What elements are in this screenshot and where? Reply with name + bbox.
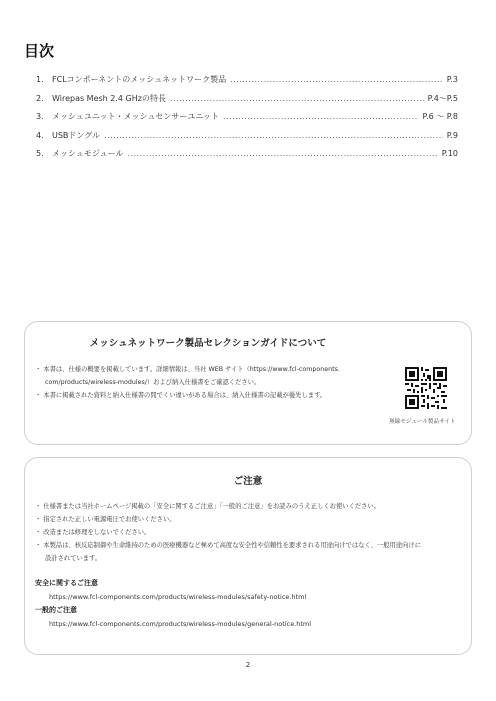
toc-leader <box>128 149 438 158</box>
toc-leader <box>104 131 443 140</box>
toc-item[interactable] <box>36 74 458 93</box>
toc-label: FCLコンポーネントのメッシュネットワーク製品 <box>52 75 227 84</box>
safety-notice-link[interactable]: https://www.fcl-components.com/products/wireless-modules/safety-notice.html <box>49 593 307 601</box>
toc-number: 1. <box>36 75 44 84</box>
page-number: 2 <box>245 661 251 669</box>
table-of-contents <box>36 74 458 167</box>
toc-number: 4. <box>36 130 44 140</box>
qr-code[interactable] <box>405 367 447 409</box>
toc-label: USBドングル <box>52 130 101 140</box>
notice-item: ・ 指定された正しい電源電圧でお使いください。 <box>35 516 176 523</box>
toc-label: メッシュユニット・メッシュセンサーユニット <box>52 112 220 121</box>
toc-leader <box>230 75 443 84</box>
toc-item[interactable] <box>36 130 458 149</box>
notice-item: ・ 仕様書または当社ホームページ掲載の「安全に関するご注意」「一般的ご注意」をお読みのうえ正しくお使いください。 <box>35 503 381 510</box>
toc-page: P.10 <box>441 149 458 158</box>
toc-page: P.9 <box>446 130 458 140</box>
notice-item: ・ 改造または修理をしないでください。 <box>35 529 151 536</box>
toc-page: P.3 <box>446 75 458 84</box>
qr-caption: 無線モジュール製品サイト <box>389 419 456 425</box>
selection-guide-notes <box>35 363 385 402</box>
toc-label: メッシュモジュール <box>52 149 124 158</box>
safety-notice-heading: 安全に関するご注意 <box>35 579 98 587</box>
toc-item[interactable] <box>36 111 458 130</box>
toc-label: Wirepas Mesh 2.4 GHzの特長 <box>52 93 166 103</box>
guide-note: ・ 本書に掲載された資料と納入仕様書の間でくい違いがある場合は、納入仕様書の記載が優先します。 <box>35 392 327 399</box>
guide-note-continued: com/products/wireless-modules/）および納入仕様書をご確認ください。 <box>45 379 261 386</box>
toc-number: 2. <box>36 93 44 103</box>
toc-leader <box>170 94 424 103</box>
toc-page: P.6 ～ P.8 <box>422 112 458 121</box>
notice-item-continued: 設計されています。 <box>45 555 102 562</box>
guide-note: ・ 本書は、仕様の概要を掲載しています。詳細情報は、当社 WEB サイト（https://www.fcl-components. <box>35 366 340 373</box>
toc-leader <box>223 112 418 121</box>
selection-guide-box <box>24 321 472 445</box>
toc-item[interactable] <box>36 93 458 112</box>
general-notice-link[interactable]: https://www.fcl-components.com/products/wireless-modules/general-notice.html <box>49 620 312 628</box>
notice-title: ご注意 <box>233 476 263 487</box>
notice-item: ・ 本製品は、核反応制御や生命維持のための医療機器など極めて高度な安全性や信頼性を要求される用途向けではなく、一般用途向けに <box>35 542 421 549</box>
toc-number: 3. <box>36 112 44 121</box>
notice-box <box>24 457 472 655</box>
notice-bullets <box>35 500 463 565</box>
selection-guide-title: メッシュネットワーク製品セレクションガイドについて <box>89 338 327 349</box>
page-title: 目次 <box>24 42 55 60</box>
toc-number: 5. <box>36 149 44 158</box>
toc-item[interactable] <box>36 148 458 167</box>
toc-page: P.4～P.5 <box>427 93 458 103</box>
general-notice-heading: 一般的ご注意 <box>35 606 77 614</box>
